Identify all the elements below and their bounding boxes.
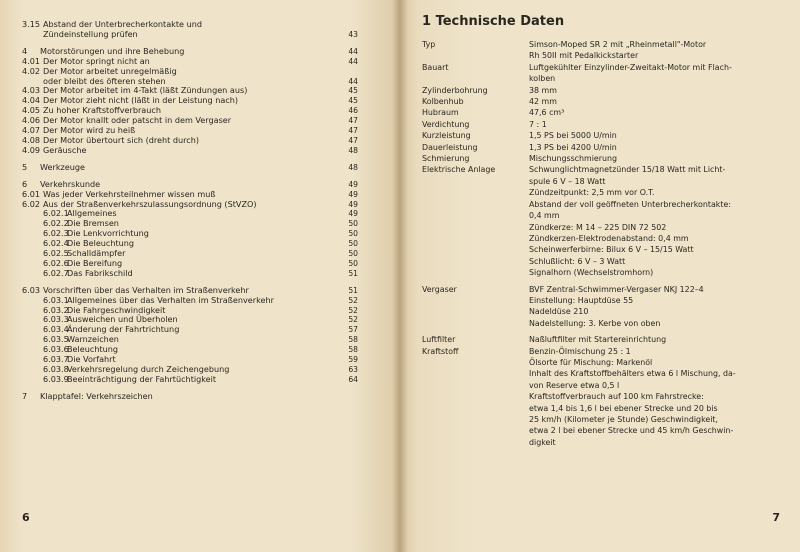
spec-value bbox=[529, 107, 782, 118]
toc-entry-page: 51 bbox=[348, 268, 358, 278]
toc-entry-title: Beeinträchtigung der Fahrtüchtigkeit bbox=[67, 373, 217, 384]
spec-value-line: Simson-Moped SR 2 mit „Rheinmetall"-Motor bbox=[529, 40, 707, 49]
toc-entry-number: 6.03.6 bbox=[43, 344, 69, 355]
spec-value-line: Naßluftfilter mit Startereinrichtung bbox=[529, 335, 667, 345]
toc-entry-number: 4.03 bbox=[22, 85, 41, 96]
toc-entry-number: 6.02.3 bbox=[43, 228, 69, 239]
toc-entry-title: Die Bereifung bbox=[67, 257, 123, 268]
spec-label: Elektrische Anlage bbox=[422, 165, 496, 175]
spec-value-line: Zündkerzen-Elektrodenabstand: 0,4 mm bbox=[529, 233, 689, 243]
toc-entry-page: 48 bbox=[348, 162, 358, 172]
toc-entry-page: 58 bbox=[348, 345, 358, 355]
page-number-left: 6 bbox=[22, 511, 30, 524]
spec-value-line: kolben bbox=[529, 74, 556, 84]
spec-value-line: etwa 1,4 bis 1,6 l bei ebener Strecke und 20 bis bbox=[529, 403, 718, 413]
spec-value bbox=[529, 164, 782, 278]
toc-entry-page: 43 bbox=[348, 29, 358, 39]
toc-entry-title: Die Beleuchtung bbox=[67, 238, 135, 249]
toc-entry-title: Der Motor übertourt sich (dreht durch) bbox=[43, 134, 200, 145]
spec-label: Luftfilter bbox=[422, 335, 456, 345]
spec-value-line: 38 mm bbox=[529, 85, 557, 95]
toc-entry-page: 44 bbox=[348, 76, 358, 86]
toc-entry-number: 6.03.7 bbox=[43, 354, 69, 365]
spec-value bbox=[529, 39, 782, 62]
toc-entry-title: Was jeder Verkehrsteilnehmer wissen muß bbox=[43, 188, 216, 199]
toc-entry-title: Allgemeines über das Verhalten im Straßenverkehr bbox=[67, 294, 274, 305]
toc-entry-title: Zu hoher Kraftstoffverbrauch bbox=[43, 105, 161, 116]
spec-value-line: Scheinwerferbirne: Bilux 6 V – 15/15 Watt bbox=[529, 245, 694, 255]
spec-value-line: BVF Zentral-Schwimmer-Vergaser NKJ 122–4 bbox=[529, 284, 704, 294]
toc-entry-number: 6.03.4 bbox=[43, 324, 69, 335]
spec-value-line: Einstellung: Hauptdüse 55 bbox=[529, 295, 634, 305]
toc-entry bbox=[22, 375, 358, 385]
toc-entry-number: 4.02 bbox=[22, 65, 41, 76]
toc-entry-page: 57 bbox=[348, 325, 358, 335]
toc-entry-title: Die Fahrgeschwindigkeit bbox=[67, 304, 166, 315]
toc-entry-title: Geräusche bbox=[43, 144, 87, 155]
section-title: 1 Technische Daten bbox=[422, 14, 565, 29]
toc-entry-number: 6.02.4 bbox=[43, 238, 69, 249]
toc-entry-page: 48 bbox=[348, 145, 358, 155]
toc-entry-title: Die Bremsen bbox=[67, 218, 119, 229]
table-of-contents bbox=[22, 20, 358, 402]
spec-value-line: Zündzeitpunkt: 2,5 mm vor O.T. bbox=[529, 188, 655, 198]
spec-value-line: digkeit bbox=[529, 437, 556, 447]
toc-entry-page: 45 bbox=[348, 86, 358, 96]
toc-entry-title-continued: Zündeinstellung prüfen bbox=[43, 28, 138, 39]
spec-label: Zylinderbohrung bbox=[422, 85, 488, 95]
toc-entry-title: Verkehrsregelung durch Zeichengebung bbox=[67, 364, 230, 374]
spec-label: Kraftstoff bbox=[422, 346, 459, 356]
spec-value-line: 1,3 PS bei 4200 U/min bbox=[529, 142, 617, 152]
toc-entry-page: 47 bbox=[348, 135, 358, 145]
toc-entry bbox=[22, 67, 358, 87]
spec-value-line: Zündkerze: M 14 – 225 DIN 72 502 bbox=[529, 222, 667, 232]
toc-entry-title: Vorschriften über das Verhalten im Straßenverkehr bbox=[43, 284, 249, 295]
toc-entry-page: 51 bbox=[348, 285, 358, 295]
toc-entry-title: Werkzeuge bbox=[40, 161, 85, 172]
spec-value-line: 0,4 mm bbox=[529, 211, 560, 221]
spec-value-line: Mischungsschmierung bbox=[529, 154, 618, 164]
toc-entry-page: 49 bbox=[348, 209, 358, 219]
spec-value-line: Kraftstoffverbrauch auf 100 km Fahrstrecke: bbox=[529, 392, 704, 402]
toc-entry-title: Änderung der Fahrtrichtung bbox=[67, 324, 180, 335]
spec-value-line: Schwunglichtmagnetzünder 15/18 Watt mit Licht- bbox=[529, 165, 726, 175]
toc-entry-number: 3.15 bbox=[22, 19, 41, 29]
toc-entry bbox=[22, 392, 358, 402]
toc-entry-number: 6.01 bbox=[22, 188, 41, 199]
toc-entry-title: Die Vorfahrt bbox=[67, 354, 116, 365]
toc-entry-page: 50 bbox=[348, 229, 358, 239]
toc-entry-title: Der Motor arbeitet unregelmäßig bbox=[43, 65, 177, 76]
spec-value bbox=[529, 142, 782, 153]
toc-entry-title: Verkehrskunde bbox=[40, 178, 101, 189]
spec-label: Verdichtung bbox=[422, 119, 470, 129]
spec-label: Schmierung bbox=[422, 154, 470, 164]
spec-value-line: Inhalt des Kraftstoffbehälters etwa 6 l Mischung, da- bbox=[529, 369, 736, 379]
toc-entry-title: Motorstörungen und ihre Behebung bbox=[40, 45, 185, 56]
toc-entry-number: 6.02.2 bbox=[43, 218, 69, 229]
spec-value bbox=[529, 346, 782, 449]
toc-entry-title: Klapptafel: Verkehrszeichen bbox=[40, 390, 153, 401]
spec-label: Vergaser bbox=[422, 284, 457, 294]
toc-entry-number: 4.05 bbox=[22, 105, 41, 116]
spec-value-line: Rh 50II mit Pedalkickstarter bbox=[529, 51, 639, 61]
toc-entry-page: 63 bbox=[348, 365, 358, 374]
toc-entry-page: 44 bbox=[348, 56, 358, 66]
toc-entry-number: 4.07 bbox=[22, 125, 41, 136]
page-number-right: 7 bbox=[772, 511, 780, 524]
spec-value-line: Nadeldüse 210 bbox=[529, 307, 589, 317]
toc-entry-number: 6.03.5 bbox=[43, 334, 69, 345]
spec-label: Bauart bbox=[422, 62, 449, 72]
toc-entry-page: 47 bbox=[348, 116, 358, 126]
spec-label: Dauerleistung bbox=[422, 142, 478, 152]
spec-value bbox=[529, 85, 782, 96]
toc-entry-number: 4.01 bbox=[22, 55, 41, 66]
spec-value bbox=[529, 153, 782, 164]
toc-entry-title: Der Motor knallt oder patscht in dem Vergaser bbox=[43, 115, 232, 126]
toc-entry-title: Abstand der Unterbrecherkontakte und bbox=[43, 19, 202, 29]
toc-entry-title: Beleuchtung bbox=[67, 344, 119, 355]
toc-entry-page: 49 bbox=[348, 179, 358, 189]
spec-value bbox=[529, 130, 782, 141]
toc-entry-number: 6.03.3 bbox=[43, 314, 69, 325]
spec-value-line: Benzin-Ölmischung 25 : 1 bbox=[529, 346, 631, 356]
spec-value bbox=[529, 62, 782, 85]
toc-entry-title: Schalldämpfer bbox=[67, 248, 126, 259]
spec-value-line: von Reserve etwa 0,5 l bbox=[529, 380, 620, 390]
toc-entry-page: 50 bbox=[348, 258, 358, 268]
toc-entry-page: 50 bbox=[348, 219, 358, 229]
spec-label: Kurzleistung bbox=[422, 131, 471, 141]
toc-entry-page: 47 bbox=[348, 126, 358, 136]
toc-entry-number: 6.02.7 bbox=[43, 267, 69, 278]
spec-value-line: etwa 2 l bei ebener Strecke und 45 km/h Geschwin- bbox=[529, 426, 734, 436]
toc-entry-page: 44 bbox=[348, 46, 358, 56]
spec-value-line: Luftgekühlter Einzylinder-Zweitakt-Motor mit Flach- bbox=[529, 62, 732, 72]
toc-entry-page: 64 bbox=[348, 374, 358, 384]
spec-label: Hubraum bbox=[422, 108, 459, 118]
toc-entry bbox=[22, 146, 358, 156]
toc-entry-page: 52 bbox=[348, 315, 358, 325]
toc-entry-number: 6.02.6 bbox=[43, 257, 69, 268]
toc-entry-page: 50 bbox=[348, 239, 358, 249]
toc-entry-title: Der Motor wird zu heiß bbox=[43, 125, 136, 136]
toc-entry-number: 4 bbox=[22, 45, 28, 56]
spec-value-line: Abstand der voll geöffneten Unterbrecherkontakte: bbox=[529, 199, 731, 209]
left-page bbox=[0, 0, 398, 552]
toc-entry-number: 7 bbox=[22, 390, 28, 401]
toc-entry-page: 49 bbox=[348, 189, 358, 199]
technical-data-table bbox=[422, 39, 782, 448]
spec-value-line: Ölsorte für Mischung: Markenöl bbox=[529, 357, 653, 367]
right-page bbox=[398, 0, 800, 552]
spec-label: Typ bbox=[422, 40, 436, 49]
toc-entry-number: 6.03.8 bbox=[43, 364, 69, 374]
toc-entry-title: Warnzeichen bbox=[67, 334, 119, 345]
toc-entry-number: 6.02 bbox=[22, 198, 41, 209]
toc-entry-page: 45 bbox=[348, 96, 358, 106]
spec-value bbox=[529, 279, 782, 330]
toc-entry-title: Der Motor springt nicht an bbox=[43, 55, 150, 66]
toc-entry-number: 6.03.9 bbox=[43, 373, 69, 384]
toc-entry-page: 58 bbox=[348, 335, 358, 345]
toc-entry-page: 50 bbox=[348, 249, 358, 259]
spec-label: Kolbenhub bbox=[422, 97, 464, 107]
toc-entry-title: Aus der Straßenverkehrszulassungsordnung (StVZO) bbox=[43, 198, 257, 209]
toc-entry-number: 6.02.1 bbox=[43, 208, 69, 219]
spec-value bbox=[529, 119, 782, 130]
spec-value-line: spule 6 V – 18 Watt bbox=[529, 176, 606, 186]
spec-value bbox=[529, 329, 782, 345]
toc-entry-title: Der Motor zieht nicht (läßt in der Leistung nach) bbox=[43, 95, 239, 106]
spec-value-line: Signalhorn (Wechselstromhorn) bbox=[529, 268, 654, 278]
spec-value-line: 25 km/h (Kilometer je Stunde) Geschwindigkeit, bbox=[529, 415, 719, 424]
toc-entry-number: 4.06 bbox=[22, 115, 41, 126]
toc-entry-page: 59 bbox=[348, 355, 358, 365]
toc-entry-title: Allgemeines bbox=[67, 208, 117, 219]
toc-entry-title: Der Motor arbeitet im 4-Takt (läßt Zündungen aus) bbox=[43, 85, 248, 96]
spec-value-line: 7 : 1 bbox=[529, 119, 547, 129]
toc-entry-number: 6.03 bbox=[22, 284, 41, 295]
toc-entry-number: 4.04 bbox=[22, 95, 41, 106]
toc-entry-title: Ausweichen und Überholen bbox=[67, 314, 178, 325]
toc-entry-number: 6.03.2 bbox=[43, 304, 69, 315]
toc-entry bbox=[22, 163, 358, 173]
toc-entry-number: 6 bbox=[22, 178, 28, 189]
toc-entry-page: 46 bbox=[348, 106, 358, 116]
toc-entry-title: Das Fabrikschild bbox=[67, 267, 133, 278]
toc-entry bbox=[22, 20, 358, 40]
toc-entry-title: Die Lenkvorrichtung bbox=[67, 228, 149, 239]
toc-entry-page: 52 bbox=[348, 295, 358, 305]
toc-entry-number: 4.09 bbox=[22, 144, 41, 155]
toc-entry-number: 6.03.1 bbox=[43, 294, 69, 305]
spec-value-line: 47,6 cm³ bbox=[529, 108, 565, 118]
toc-entry-number: 5 bbox=[22, 161, 28, 172]
toc-entry-title-continued: oder bleibt des öfteren stehen bbox=[43, 75, 166, 86]
spec-value bbox=[529, 96, 782, 107]
toc-entry-number: 4.08 bbox=[22, 134, 41, 145]
spec-value-line: 42 mm bbox=[529, 97, 557, 107]
toc-entry-number: 6.02.5 bbox=[43, 248, 69, 259]
toc-entry-page: 49 bbox=[348, 199, 358, 209]
toc-entry bbox=[22, 269, 358, 279]
spec-value-line: 1,5 PS bei 5000 U/min bbox=[529, 131, 617, 141]
spec-value-line: Schlußlicht: 6 V – 3 Watt bbox=[529, 256, 626, 266]
spec-value-line: Nadelstellung: 3. Kerbe von oben bbox=[529, 318, 661, 328]
toc-entry-page: 52 bbox=[348, 305, 358, 315]
